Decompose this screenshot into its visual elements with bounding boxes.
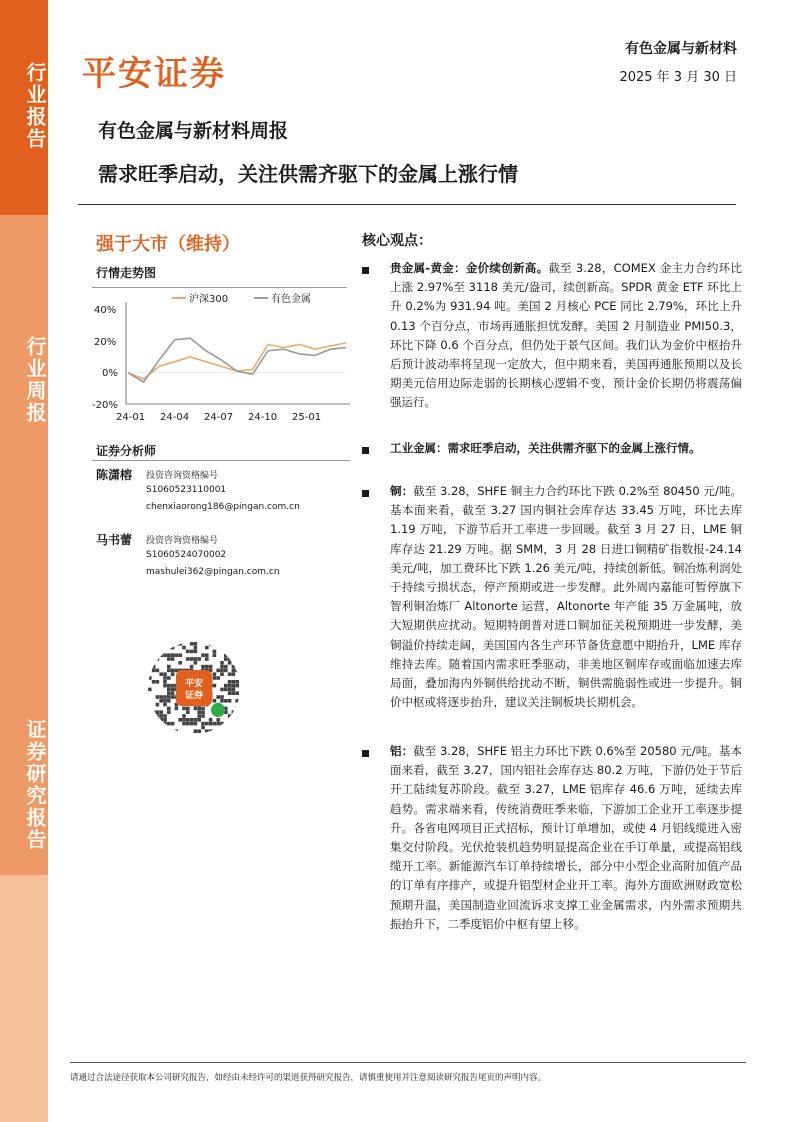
gold-lead: 贵金属-黄金：金价续创新高。	[390, 261, 549, 275]
qr-module	[235, 665, 239, 669]
qr-module	[201, 707, 205, 711]
analyst-cert-label: 投资咨询资格编号	[146, 536, 219, 546]
qr-module	[167, 646, 171, 650]
qr-module	[167, 695, 171, 699]
footer-divider	[70, 1062, 746, 1063]
aluminum-section	[390, 742, 742, 934]
qr-module	[148, 650, 152, 654]
gold-section	[390, 259, 742, 413]
qr-module	[235, 661, 239, 665]
qr-module	[167, 657, 171, 661]
qr-module	[235, 707, 239, 711]
qr-module	[167, 676, 171, 680]
qr-module	[205, 729, 209, 733]
qr-module	[232, 665, 236, 669]
bullet-icon	[362, 750, 369, 757]
qr-module	[235, 699, 239, 703]
qr-module	[194, 657, 198, 661]
qr-module	[167, 710, 171, 714]
qr-module	[194, 729, 198, 733]
qr-module	[232, 710, 236, 714]
qr-module	[171, 729, 175, 733]
footer-disclaimer: 请通过合法途径获取本公司研究报告，如经由未经许可的渠道获得研究报告，请慎重使用并注意阅读研究报告尾页的声明内容。	[70, 1073, 547, 1083]
qr-module	[167, 665, 171, 669]
qr-module	[163, 684, 167, 688]
qr-module	[213, 684, 217, 688]
qr-module	[190, 718, 194, 722]
qr-module	[235, 691, 239, 695]
qr-module	[182, 718, 186, 722]
qr-module	[167, 653, 171, 657]
qr-module	[201, 653, 205, 657]
copper-text: 截至 3.28，SHFE 铜主力合约环比下跌 0.2%至 80450 元/吨。基本面来看，截至 3.27 国内铜社会库存达 33.45 万吨，环比去库 1.19 万吨，下游节后开工率进一步回暖。截至 3 月 27 日，LME 铜库存达 21.29 万吨。据 SMM，3 月 28 日进口铜精矿指数报-24.14 美元/吨，加工费环比下跌 1.26 美元/吨，持续创新低。铜冶炼利润处于持续亏损状态，停产预期或进一步发酵。此外周内嘉能可暂停旗下智利铜冶炼厂 Altonorte 运营，Altonorte 年产能 35 万金属吨，放大短期供应扰动。短期特朗普对进口铜加征关税预期进一步发酵，美铜溢价持续走阔，美国国内各生产环节备货意愿中期抬升，LME 库存维持去库。随着国内需求旺季驱动，非美地区铜库存或面临加速去库局面，叠加海内外铜供给扰动不断，铜供需脆弱性或进一步提升。铜价中枢或将逐步抬升，建议关注铜板块长期机会。	[390, 484, 743, 710]
qr-module	[228, 672, 232, 676]
qr-module	[209, 729, 213, 733]
side-banner-bottom	[0, 875, 48, 1122]
core-views-heading: 核心观点：	[362, 233, 432, 249]
qr-module	[190, 642, 194, 646]
qr-module	[201, 726, 205, 730]
aluminum-lead: 铝：	[390, 744, 414, 758]
qr-module	[235, 680, 239, 684]
qr-module	[197, 729, 201, 733]
qr-module	[167, 684, 171, 688]
qr-module	[209, 718, 213, 722]
y-tick-label: 0%	[102, 368, 118, 379]
qr-module	[178, 653, 182, 657]
qr-module	[167, 707, 171, 711]
analyst-name: 陈潇榕	[96, 468, 133, 482]
x-tick-label: 24-07	[204, 412, 234, 423]
qr-module	[152, 653, 156, 657]
legend-label-hs300: 沪深300	[189, 294, 229, 305]
qr-module	[220, 646, 224, 650]
mini-program-icon	[211, 703, 225, 717]
qr-module	[213, 676, 217, 680]
qr-module	[182, 646, 186, 650]
qr-module	[228, 684, 232, 688]
qr-module	[213, 650, 217, 654]
qr-module	[163, 695, 167, 699]
qr-module	[186, 722, 190, 726]
qr-module	[148, 688, 152, 692]
qr-module	[194, 646, 198, 650]
qr-module	[220, 726, 224, 730]
qr-module	[167, 669, 171, 673]
qr-module	[205, 657, 209, 661]
qr-module	[220, 669, 224, 673]
qr-module	[235, 729, 239, 733]
y-tick-label: 40%	[94, 305, 117, 316]
qr-module	[224, 688, 228, 692]
qr-module	[163, 718, 167, 722]
qr-module	[235, 714, 239, 718]
analyst-cert-label: 投资咨询资格编号	[146, 471, 219, 481]
qr-module	[156, 710, 160, 714]
qr-module	[190, 722, 194, 726]
side-banner	[0, 0, 48, 1122]
qr-module	[186, 707, 190, 711]
qr-module	[194, 722, 198, 726]
qr-module	[182, 707, 186, 711]
y-tick-label: -20%	[92, 400, 118, 411]
research-report-label: 证券研究报告	[23, 719, 47, 851]
qr-module	[224, 699, 228, 703]
analyst-name: 马书蕾	[96, 533, 133, 547]
gold-text: 截至 3.28，COMEX 金主力合约环比上涨 2.97%至 3118 美元/盎司，续创新高。SPDR 黄金 ETF 环比上升 0.2%为 931.94 吨。美国 2 月核心 PCE 同比 2.79%，环比上升 0.13 个百分点，市场再通胀担忧发酵。美国 2 月制造业 PMI50.3，环比下降 0.6 个百分点，但仍处于景气区间。我们认为金价中枢抬升后预计波动率将呈现一定放大，但中期来看，美国再通胀预期以及长期美元信用边际走弱的长期核心逻辑不变，预计金价长期仍将震荡偏强运行。	[390, 261, 742, 410]
qr-module	[159, 653, 163, 657]
qr-module	[194, 661, 198, 665]
qr-module	[152, 680, 156, 684]
qr-module	[156, 714, 160, 718]
qr-module	[216, 676, 220, 680]
qr-module	[220, 661, 224, 665]
qr-module	[186, 650, 190, 654]
qr-module	[205, 653, 209, 657]
qr-module	[171, 695, 175, 699]
qr-module	[224, 669, 228, 673]
qr-module	[159, 729, 163, 733]
qr-module	[159, 695, 163, 699]
qr-module	[171, 691, 175, 695]
qr-module	[224, 729, 228, 733]
qr-module	[194, 707, 198, 711]
qr-module	[235, 642, 239, 646]
qr-module	[163, 729, 167, 733]
qr-module	[232, 684, 236, 688]
qr-module	[171, 653, 175, 657]
qr-module	[163, 653, 167, 657]
analyst-email[interactable]: mashulei362@pingan.com.cn	[146, 567, 280, 577]
series-line-hs300	[128, 343, 346, 379]
qr-module	[197, 657, 201, 661]
qr-module	[167, 722, 171, 726]
qr-module	[148, 718, 152, 722]
qr-module	[216, 718, 220, 722]
qr-module	[209, 642, 213, 646]
qr-module	[228, 680, 232, 684]
qr-module	[190, 657, 194, 661]
analyst-cert-number: S1060523110001	[146, 485, 227, 495]
qr-module	[232, 722, 236, 726]
qr-module	[197, 707, 201, 711]
qr-module	[228, 722, 232, 726]
qr-module	[228, 699, 232, 703]
bullet-icon	[362, 267, 369, 274]
rating: 强于大市（维持）	[96, 234, 240, 255]
qr-module	[197, 710, 201, 714]
qr-module	[228, 729, 232, 733]
x-tick-label: 24-10	[248, 412, 278, 423]
qr-module	[175, 669, 179, 673]
qr-module	[163, 714, 167, 718]
qr-module	[232, 729, 236, 733]
qr-module	[197, 718, 201, 722]
qr-module	[178, 718, 182, 722]
qr-module	[205, 722, 209, 726]
qr-module	[156, 646, 160, 650]
qr-module	[205, 646, 209, 650]
qr-module	[175, 707, 179, 711]
report-subtitle: 需求旺季启动，关注供需齐驱下的金属上涨行情	[98, 162, 518, 186]
qr-module	[148, 707, 152, 711]
qr-module	[156, 653, 160, 657]
x-tick-label: 25-01	[292, 412, 322, 423]
qr-module	[194, 650, 198, 654]
qr-module	[235, 726, 239, 730]
industrial-lead: 工业金属：需求旺季启动，关注供需齐驱下的金属上涨行情。	[390, 441, 701, 455]
qr-module	[152, 642, 156, 646]
x-tick-label: 24-04	[160, 412, 190, 423]
qr-module	[178, 642, 182, 646]
qr-module	[171, 646, 175, 650]
qr-module	[228, 726, 232, 730]
qr-module	[209, 722, 213, 726]
qr-module	[235, 653, 239, 657]
copper-section	[390, 482, 742, 712]
qr-module	[220, 722, 224, 726]
qr-module	[232, 650, 236, 654]
analyst-cert-number: S1060524070002	[146, 550, 227, 560]
report-subtype-label: 行业周报	[23, 336, 47, 424]
qr-module	[209, 665, 213, 669]
qr-module	[171, 688, 175, 692]
qr-module	[224, 653, 228, 657]
analyst-email[interactable]: chenxiaorong186@pingan.com.cn	[146, 502, 300, 512]
qr-module	[156, 695, 160, 699]
qr-module	[186, 657, 190, 661]
qr-module	[186, 710, 190, 714]
qr-module	[216, 722, 220, 726]
title-divider	[78, 204, 736, 205]
trend-chart	[88, 282, 350, 424]
qr-module	[156, 650, 160, 654]
y-tick-label: 20%	[94, 337, 117, 348]
qr-module	[220, 665, 224, 669]
qr-module	[190, 650, 194, 654]
qr-module	[171, 669, 175, 673]
qr-module	[159, 672, 163, 676]
aluminum-text: 截至 3.28，SHFE 铝主力环比下跌 0.6%至 20580 元/吨。基本面来看，截至 3.27，国内铝社会库存达 80.2 万吨，下游仍处于节后开工陆续复苏阶段。截至 3.27，LME 铝库存 46.6 万吨，延续去库趋势。需求端来看，传统消费旺季来临，下游加工企业开工率逐步提升。各省电网项目正式招标，预计订单增加，或使 4 月铝线缆进入密集交付阶段。光伏抢装机趋势明显提高企业在手订单量，或提高铝线缆开工率。新能源汽车订单持续增长，部分中小型企业高附加值产品的订单有序排产，或提升铝型材企业开工率。海外方面欧洲财政宽松预期升温，美国制造业回流诉求支撑工业金属需求，内外需求预期共振抬升下，二季度铝价中枢有望上移。	[390, 744, 743, 931]
qr-module	[156, 703, 160, 707]
qr-module	[220, 695, 224, 699]
qr-module	[228, 657, 232, 661]
company-logo: 平安证券	[82, 54, 226, 94]
qr-module	[163, 699, 167, 703]
qr-module	[148, 729, 152, 733]
bullet-icon	[362, 490, 369, 497]
qr-module	[213, 699, 217, 703]
qr-code[interactable]	[146, 640, 242, 736]
qr-module	[159, 718, 163, 722]
qr-module	[224, 665, 228, 669]
qr-module	[159, 650, 163, 654]
qr-module	[159, 699, 163, 703]
legend-label-metal: 有色金属	[271, 294, 311, 305]
qr-module	[190, 665, 194, 669]
qr-module	[159, 714, 163, 718]
qr-module	[224, 657, 228, 661]
qr-module	[171, 722, 175, 726]
qr-module	[148, 722, 152, 726]
qr-module	[205, 665, 209, 669]
qr-center-text: 平安	[184, 679, 204, 689]
qr-module	[235, 669, 239, 673]
qr-module	[156, 680, 160, 684]
qr-module	[201, 722, 205, 726]
chart-title: 行情走势图	[96, 266, 157, 280]
qr-module	[201, 710, 205, 714]
copper-lead: 铜：	[390, 484, 414, 498]
qr-module	[163, 672, 167, 676]
qr-module	[163, 703, 167, 707]
qr-module	[216, 669, 220, 673]
qr-module	[156, 669, 160, 673]
qr-module	[171, 684, 175, 688]
qr-module	[213, 653, 217, 657]
series-line-metal	[128, 338, 346, 382]
report-type-label: 行业报告	[23, 62, 47, 150]
qr-module	[232, 669, 236, 673]
qr-module	[175, 642, 179, 646]
qr-module	[167, 642, 171, 646]
qr-module	[175, 653, 179, 657]
qr-module	[197, 714, 201, 718]
qr-module	[159, 710, 163, 714]
qr-module	[228, 714, 232, 718]
qr-module	[167, 688, 171, 692]
qr-module	[228, 661, 232, 665]
qr-module	[224, 684, 228, 688]
qr-module	[228, 688, 232, 692]
qr-module	[148, 665, 152, 669]
qr-module	[228, 691, 232, 695]
qr-module	[163, 676, 167, 680]
qr-module	[228, 646, 232, 650]
qr-module	[152, 665, 156, 669]
qr-module	[163, 680, 167, 684]
qr-module	[194, 718, 198, 722]
qr-module	[235, 684, 239, 688]
qr-module	[232, 657, 236, 661]
qr-module	[213, 729, 217, 733]
qr-module	[220, 729, 224, 733]
qr-module	[220, 688, 224, 692]
qr-module	[232, 691, 236, 695]
qr-module	[235, 718, 239, 722]
qr-module	[152, 669, 156, 673]
header-category: 有色金属与新材料	[625, 41, 737, 57]
qr-module	[156, 718, 160, 722]
qr-module	[220, 672, 224, 676]
qr-module	[201, 714, 205, 718]
qr-module	[148, 676, 152, 680]
qr-module	[213, 672, 217, 676]
qr-module	[167, 699, 171, 703]
qr-center-text: 证券	[184, 691, 204, 701]
qr-module	[182, 714, 186, 718]
qr-module	[182, 722, 186, 726]
x-tick-label: 24-01	[116, 412, 146, 423]
qr-module	[216, 642, 220, 646]
qr-module	[232, 642, 236, 646]
qr-module	[232, 680, 236, 684]
analysts-heading: 证券分析师	[96, 444, 157, 458]
series-layer	[128, 338, 346, 382]
qr-module	[216, 695, 220, 699]
qr-module	[156, 657, 160, 661]
qr-module	[175, 729, 179, 733]
qr-module	[220, 699, 224, 703]
qr-module	[232, 714, 236, 718]
analysts-divider	[92, 460, 350, 461]
qr-module	[167, 691, 171, 695]
qr-module	[152, 657, 156, 661]
report-title: 有色金属与新材料周报	[98, 120, 289, 142]
qr-module	[201, 665, 205, 669]
qr-module	[178, 661, 182, 665]
qr-module	[152, 729, 156, 733]
qr-module	[232, 688, 236, 692]
bullet-icon	[362, 447, 369, 454]
header-date: 2025 年 3 月 30 日	[619, 70, 737, 85]
qr-module	[186, 718, 190, 722]
qr-module	[232, 672, 236, 676]
qr-module	[171, 672, 175, 676]
qr-module	[163, 722, 167, 726]
qr-module	[194, 642, 198, 646]
qr-module	[213, 722, 217, 726]
qr-module	[152, 710, 156, 714]
qr-module	[171, 657, 175, 661]
